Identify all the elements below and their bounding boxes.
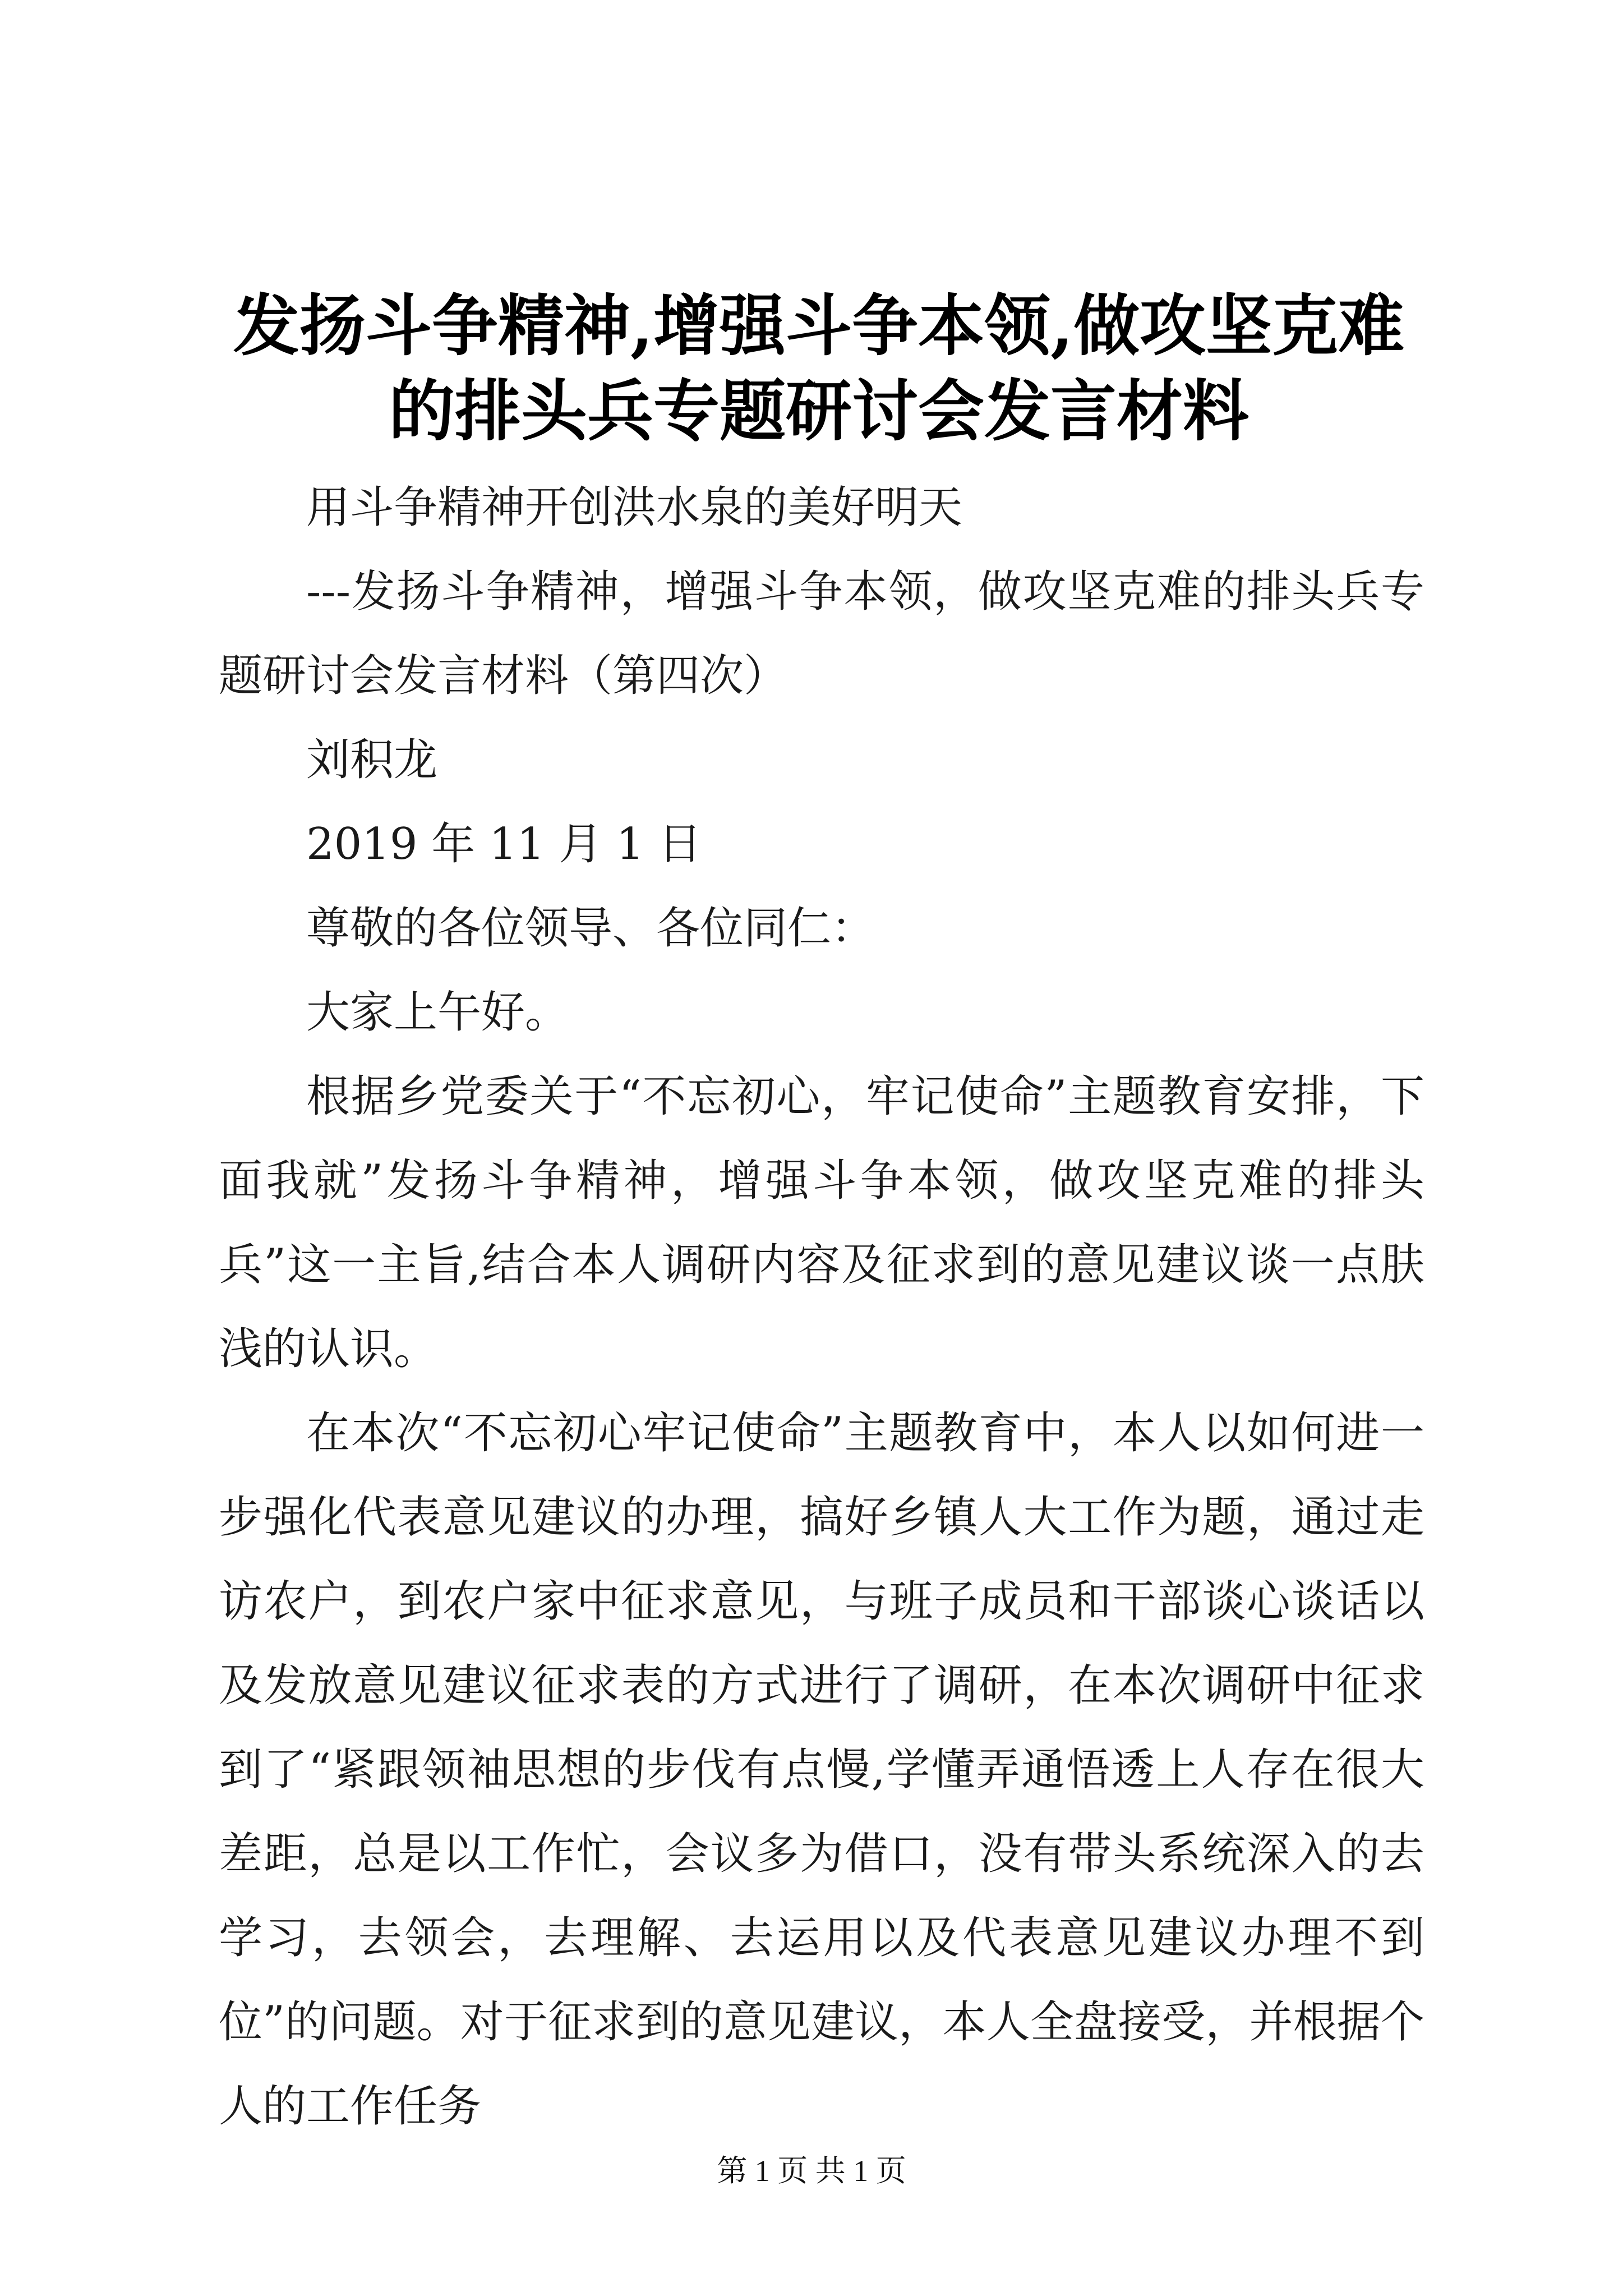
body-paragraph: 根据乡党委关于“不忘初心，牢记使命”主题教育安排，下面我就”发扬斗争精神，增强斗争本领，做攻坚克难的排头兵”这一主旨,结合本人调研内容及征求到的意见建议谈一点肤浅的认识。	[219, 1071, 1424, 1374]
document-date: 2019 年 11 月 1 日	[306, 819, 702, 869]
subtitle-subheading: ---发扬斗争精神，增强斗争本领，做攻坚克难的排头兵专题研讨会发言材料（第四次）	[219, 567, 1424, 701]
subtitle-line: 用斗争精神开创洪水泉的美好明天	[306, 482, 963, 533]
page-footer: 第 1 页 共 1 页	[717, 2154, 906, 2188]
body-paragraph: 在本次“不忘初心牢记使命”主题教育中，本人以如何进一步强化代表意见建议的办理，搞好乡镇人大工作为题，通过走访农户，到农户家中征求意见，与班子成员和干部谈心谈话以及发放意见建议征求表的方式进行了调研，在本次调研中征求到了“紧跟领袖思想的步伐有点慢,学懂弄通悟透上人存在很大差距，总是以工作忙，会议多为借口，没有带头系统深入的去学习，去领会，去理解、去运用以及代表意见建议办理不到位”的问题。对于征求到的意见建议，本人全盘接受，并根据个人的工作任务	[219, 1408, 1424, 2132]
salutation: 尊敬的各位领导、各位同仁：	[306, 903, 875, 954]
document-body	[219, 466, 1424, 2148]
greeting: 大家上午好。	[306, 987, 569, 1038]
author-name: 刘积龙	[306, 735, 438, 785]
document-title: 发扬斗争精神,增强斗争本领,做攻坚克难的排头兵专题研讨会发言材料	[233, 287, 1405, 450]
